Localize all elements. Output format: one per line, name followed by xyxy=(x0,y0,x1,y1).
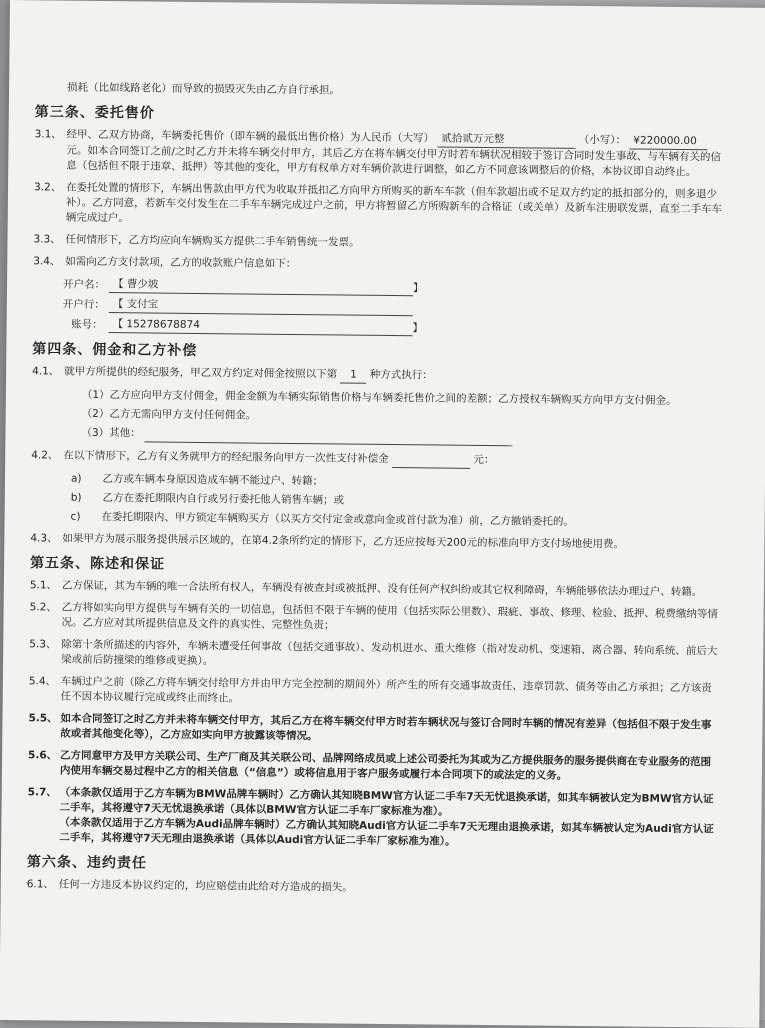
clause-5-5 xyxy=(28,711,718,748)
clause-number: 4.1、 xyxy=(32,365,60,378)
amount-words: 贰拾贰万元整 xyxy=(437,131,575,148)
clause-5-1 xyxy=(30,578,720,600)
account-name-label: 开户名： xyxy=(62,278,106,291)
clause-number: 4.2、 xyxy=(31,449,59,462)
clause-5-3 xyxy=(29,637,719,674)
clause-3-2 xyxy=(34,180,724,232)
option-3-blank xyxy=(144,426,512,446)
clause-number: 3.1、 xyxy=(34,128,62,141)
option-3 xyxy=(31,425,721,448)
clause-4-1 xyxy=(32,364,722,387)
clause-number: 3.4、 xyxy=(33,255,61,268)
account-number-value: 【 15278678874 xyxy=(109,317,413,336)
clause-text: 任何情形下，乙方均应向车辆购买方提供二手车销售统一发票。 xyxy=(65,233,360,249)
clause-text-bmw: （本条款仅适用于乙方车辆为BMW品牌车辆时）乙方确认其知晓BMW官方认证二手车7天无忧退换承诺，如其车辆被认定为BMW官方认证二手车，其将遵守7天无忧退换承诺（具体以BMW官方认证二手车厂家标准为准）。 xyxy=(59,786,714,818)
clause-number: 5.2、 xyxy=(29,601,57,614)
bracket-close: 】 xyxy=(412,321,424,334)
section-4-title: 第四条、佣金和乙方补偿 xyxy=(32,341,198,359)
clause-number: 3.3、 xyxy=(33,233,61,246)
clause-5-7 xyxy=(27,785,718,852)
clause-text: 如需向乙方支付款项，乙方的收款账户信息如下： xyxy=(65,255,297,271)
clause-3-4 xyxy=(33,254,723,276)
condition-b: b) 乙方在委托期限内自行或另行委托他人销售车辆；或 xyxy=(70,491,345,507)
clause-text: 如本合同签订之时乙方并未将车辆交付甲方，其后乙方在将车辆交付甲方时若车辆状况与签订合同时车辆的情况有差异（包括但不限于发生事故或者其他变化等），乙方应如实向甲方披露该等情况。 xyxy=(60,712,712,743)
account-name-value: 【 曹少坡 xyxy=(109,277,413,296)
clause-5-4 xyxy=(29,674,719,711)
account-number-label: 账号： xyxy=(71,318,103,331)
option-3-label: （3）其他： xyxy=(81,426,141,440)
option-2: （2）乙方无需向甲方支付任何佣金。 xyxy=(81,407,257,422)
account-bank-label: 开户行： xyxy=(62,298,105,311)
clause-5-2 xyxy=(29,600,719,637)
condition-c: c) 在委托期限内、甲方锁定车辆购买方（以买方交付定金或意向金或首付款为准）前，乙方撤销委托的。 xyxy=(70,510,575,528)
option-1: （1）乙方应向甲方支付佣金，佣金金额为车辆实际销售价格与车辆委托售价之间的差额；乙方授权车辆购买方向甲方支付佣金。 xyxy=(81,388,677,408)
account-name-row xyxy=(63,277,723,300)
compensation-blank xyxy=(392,452,470,469)
clause-3-1 xyxy=(34,127,724,180)
bracket-close: 】 xyxy=(412,281,424,294)
clause-3-3 xyxy=(33,232,723,254)
clause-number: 5.4、 xyxy=(28,675,57,688)
section-5-title: 第五条、陈述和保证 xyxy=(30,555,166,573)
clause-4-2 xyxy=(31,448,721,471)
clause-6-1 xyxy=(27,877,717,899)
clause-text: 元。如本合同签订之前/之时乙方并未将车辆交付甲方，其后乙方在将车辆交付甲方时若车辆状况相较于签订合同时发生事故、与车辆有关的信息（包括但不限于违章、抵押）等其他的变化，甲方有权单方对车辆价款进行调整，如乙方不同意该调整后的价格，本协议即自动终止。 xyxy=(66,144,721,179)
clause-number: 5.1、 xyxy=(29,579,58,592)
clause-text: 车辆过户之前（除乙方将车辆交付给甲方并由甲方完全控制的期间外）所产生的所有交通事故责任、违章罚款、债务等由乙方承担；乙方该责任不因本协议履行完成或终止而终止。 xyxy=(60,675,712,705)
clause-text: （小写）： xyxy=(578,133,627,147)
section-3-title: 第三条、委托售价 xyxy=(34,104,155,122)
clause-text-audi: （本条款仅适用于乙方车辆为Audi品牌车辆时）乙方确认其知晓Audi官方认证二手车7天无理由退换承诺，如其车辆被认定为Audi官方认证二手车，其将遵守7天无理由退换承诺（具体以Audi官方认证二手车厂家标准为准）。 xyxy=(59,816,714,848)
account-number-row xyxy=(63,317,723,340)
clause-text: 乙方保证，其为车辆的唯一合法所有权人，车辆没有被查封或被抵押、没有任何产权纠纷或其它权利障碍，车辆能够依法办理过户、转籍。 xyxy=(61,579,703,599)
clause-number: 4.3、 xyxy=(30,532,58,545)
clause-text: 就甲方所提供的经纪服务，甲乙双方约定对佣金按照以下第 xyxy=(64,365,338,381)
contract-text xyxy=(27,82,726,906)
condition-a: a) 乙方或车辆本身原因造成车辆不能过户、转籍； xyxy=(70,472,324,488)
clause-text: 乙方同意甲方及甲方关联公司、生产厂商及其关联公司、品牌网络成员或上述公司委托为其或为乙方提供服务的服务提供商在专业服务的范围内使用车辆交易过程中乙方的相关信息（“信息”）或将信息用于客户服务或履行本合同项下的或法定的义务。 xyxy=(59,749,712,782)
clause-text: 经甲、乙双方协商，车辆委托售价（即车辆的最低出售价格）为人民币（大写） xyxy=(66,128,435,145)
clause-5-6 xyxy=(28,748,718,785)
clause-text: 如果甲方为展示服务提供展示区域的，在第4.2条所约定的情形下，乙方还应按每天200元的标准向甲方支付场地使用费。 xyxy=(62,532,625,551)
clause-number: 6.1、 xyxy=(26,878,55,891)
clause-text: 种方式执行： xyxy=(369,368,433,382)
commission-option: 1 xyxy=(340,367,366,383)
amount-figure: ¥220000.00 xyxy=(629,133,707,150)
top-line: 损耗（比如线路老化）而导致的损毁灭失由乙方自行承担。 xyxy=(67,81,341,97)
clause-text: 在以下情形下，乙方有义务就甲方的经纪服务向甲方一次性支付补偿金 xyxy=(63,449,389,465)
clause-text: 任何一方违反本协议约定的，均应赔偿由此给对方造成的损失。 xyxy=(58,878,353,894)
clause-text: 乙方将如实向甲方提供与车辆有关的一切信息，包括但不限于车辆的使用（包括实际公里数）、瑕疵、事故、修理、检验、抵押、税费缴纳等情况。乙方应对其所提供信息及文件的真实性、完整性负责； xyxy=(61,601,718,632)
clause-text: 在委托处置的情形下，车辆出售款由甲方代为收取并抵扣乙方向甲方所购买的新车车款（但车款超出或不足双方约定的抵扣部分的，则多退少补）。乙方同意，若新车交付发生在二手车车辆完成过户之前，甲方将暂留乙方所购新车的合格证（或关单）及新车注册联发票，直至二手车车辆完成过户。 xyxy=(65,181,723,225)
clause-number: 5.6、 xyxy=(28,749,58,762)
clause-number: 5.5、 xyxy=(28,712,58,725)
clause-4-3 xyxy=(30,531,720,553)
clause-text: 元： xyxy=(473,453,495,467)
clause-text: 除第十条所描述的内容外，车辆未遭受任何事故（包括交通事故）、发动机进水、重大维修（指对发动机、变速箱、离合器、转向系统、前后大梁或前后防撞梁的维修或更换）。 xyxy=(61,638,718,668)
account-bank-value: 【 支付宝 xyxy=(109,297,413,316)
clause-number: 3.2、 xyxy=(33,181,62,194)
account-bank-row xyxy=(63,297,723,320)
clause-number: 5.7、 xyxy=(27,786,57,799)
section-6-title: 第六条、违约责任 xyxy=(26,854,148,872)
clause-number: 5.3、 xyxy=(29,638,57,651)
